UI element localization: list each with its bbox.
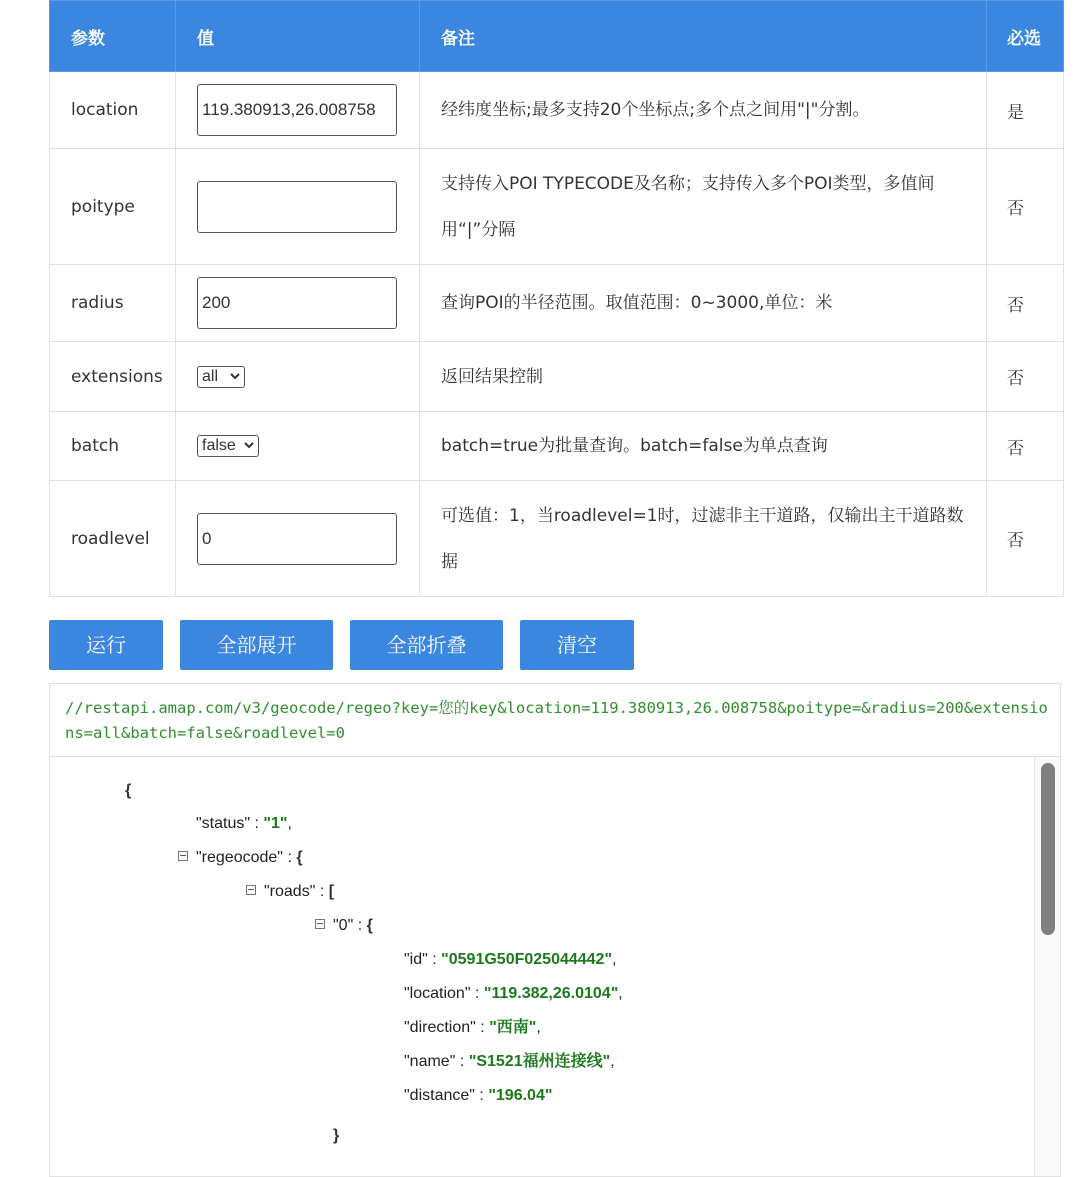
param-required: 是 <box>987 72 1064 149</box>
json-value: "S1521福州连接线" <box>468 1053 611 1070</box>
header-value: 值 <box>176 1 420 72</box>
poitype-input[interactable] <box>197 181 397 233</box>
run-button[interactable]: 运行 <box>49 620 163 670</box>
scrollbar-thumb[interactable] <box>1041 763 1055 935</box>
param-note: 可选值：1，当roadlevel=1时，过滤非主干道路，仅输出主干道路数据 <box>420 481 987 597</box>
collapse-toggle-icon[interactable] <box>246 885 256 895</box>
table-row <box>50 149 1064 265</box>
json-key: "id" <box>404 951 428 968</box>
batch-select[interactable] <box>197 435 259 457</box>
json-value: "0591G50F025044442" <box>441 951 613 968</box>
collapse-all-button[interactable]: 全部折叠 <box>350 620 503 670</box>
param-note: 查询POI的半径范围。取值范围：0~3000,单位：米 <box>420 265 987 342</box>
param-required: 否 <box>987 265 1064 342</box>
param-name: extensions <box>50 342 176 412</box>
json-open-brace: { <box>125 782 132 799</box>
json-value: "西南" <box>489 1019 537 1036</box>
param-name: radius <box>50 265 176 342</box>
json-key: "roads" <box>264 883 316 900</box>
radius-input[interactable] <box>197 277 397 329</box>
json-key: "regeocode" <box>196 849 283 866</box>
json-line-name: "name" : "S1521福州连接线", <box>404 1053 615 1070</box>
extensions-select[interactable] <box>197 366 245 388</box>
chevron-down-icon <box>230 371 240 381</box>
header-note: 备注 <box>420 1 987 72</box>
json-line-direction: "direction" : "西南", <box>404 1019 541 1036</box>
param-note: 返回结果控制 <box>420 342 987 412</box>
table-row <box>50 481 1064 597</box>
param-note: 支持传入POI TYPECODE及名称；支持传入多个POI类型，多值间用“|”分隔 <box>420 149 987 265</box>
param-required: 否 <box>987 149 1064 265</box>
param-name: roadlevel <box>50 481 176 597</box>
header-param: 参数 <box>50 1 176 72</box>
scrollbar[interactable] <box>1034 757 1060 1176</box>
json-close-brace: } <box>333 1127 340 1144</box>
param-required: 否 <box>987 342 1064 412</box>
clear-button[interactable]: 清空 <box>520 620 634 670</box>
json-line-status: "status" : "1", <box>196 815 292 832</box>
json-key: "location" <box>404 985 471 1002</box>
json-value: "119.382,26.0104" <box>483 985 619 1002</box>
chevron-down-icon <box>244 440 254 450</box>
json-line-regeocode: "regeocode" : { <box>178 848 303 868</box>
json-value: "1" <box>263 815 288 832</box>
json-line-location: "location" : "119.382,26.0104", <box>404 985 623 1002</box>
param-name: location <box>50 72 176 149</box>
json-key: "name" <box>404 1053 456 1070</box>
batch-select-value: false <box>202 437 236 454</box>
param-name: poitype <box>50 149 176 265</box>
json-key: "direction" <box>404 1019 476 1036</box>
expand-all-button[interactable]: 全部展开 <box>180 620 333 670</box>
request-url: //restapi.amap.com/v3/geocode/regeo?key=您的key&location=119.380913,26.008758&poitype=&radius=200&extensions=all&batch=false&roadlevel=0 <box>49 683 1061 757</box>
param-note: 经纬度坐标;最多支持20个坐标点;多个点之间用"|"分割。 <box>420 72 987 149</box>
collapse-toggle-icon[interactable] <box>178 851 188 861</box>
param-required: 否 <box>987 412 1064 481</box>
json-line-road0: "0" : { <box>315 916 373 936</box>
table-row <box>50 72 1064 149</box>
table-row <box>50 265 1064 342</box>
header-required: 必选 <box>987 1 1064 72</box>
param-required: 否 <box>987 481 1064 597</box>
json-line-id: "id" : "0591G50F025044442", <box>404 951 617 968</box>
table-row <box>50 412 1064 481</box>
json-viewer <box>49 757 1061 1177</box>
json-key: "status" <box>196 815 251 832</box>
collapse-toggle-icon[interactable] <box>315 919 325 929</box>
table-header-row <box>50 1 1064 72</box>
json-value: "196.04" <box>488 1087 553 1104</box>
roadlevel-input[interactable] <box>197 513 397 565</box>
json-line-distance: "distance" : "196.04" <box>404 1087 553 1104</box>
param-name: batch <box>50 412 176 481</box>
location-input[interactable] <box>197 84 397 136</box>
json-key: "distance" <box>404 1087 475 1104</box>
param-note: batch=true为批量查询。batch=false为单点查询 <box>420 412 987 481</box>
extensions-select-value: all <box>202 367 219 385</box>
json-key: "0" <box>333 917 354 934</box>
params-table <box>49 0 1064 597</box>
json-line-roads: "roads" : [ <box>246 882 334 902</box>
table-row <box>50 342 1064 412</box>
